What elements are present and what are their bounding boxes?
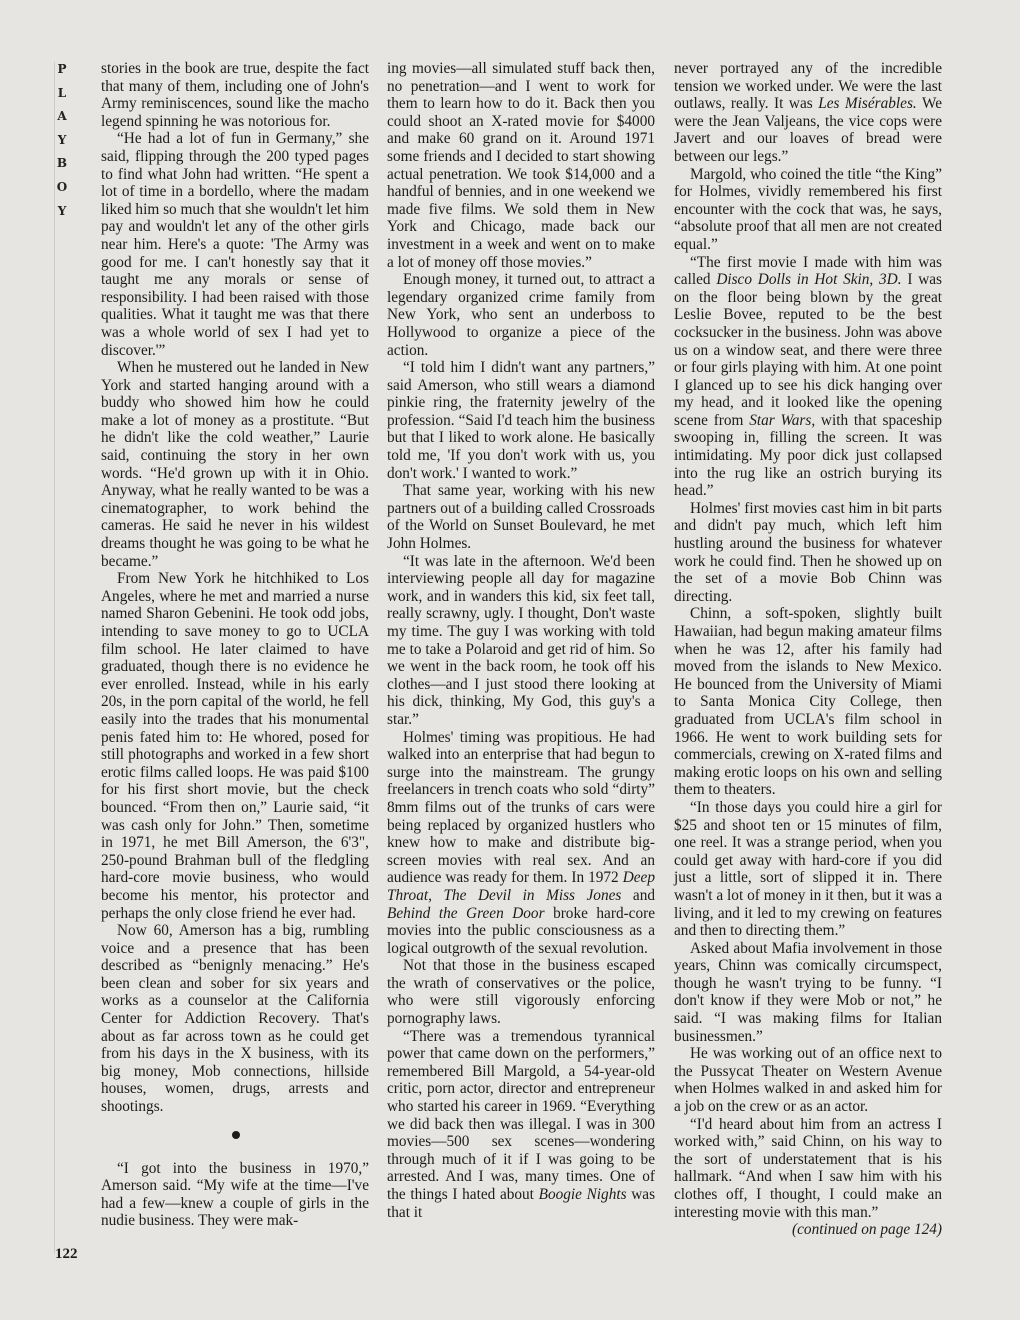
page-number: 122 [55,1246,78,1262]
paragraph: “He had a lot of fun in Germany,” she said, flipping through the 200 typed pages to find what John had written. “He spent a lot of time in a bordello, where the madam liked him so much that she wouldn't let him pay and wouldn't let any of the other girls near him. Here's a quote: 'The Army was good for me. I can't honestly say that it taught me any morals or sense of responsibility. I had been raised with those qualities. What it taught me was that there was a whole world of sex I had yet to discover.'” [101,130,369,359]
paragraph: Now 60, Amerson has a big, rumbling voice and a presence that has been described as “benignly menacing.” He's been clean and sober for six years and works as a counselor at the California Center for Addiction Recovery. That's about as far across town as he could get from his days in the X business, with its big money, Mob connections, hillside houses, women, drugs, arrests and shootings. [101,922,369,1116]
film-title: Star Wars, [749,411,816,429]
paragraph: From New York he hitchhiked to Los Angeles, where he met and married a nurse named Sharon Gebenini. He took odd jobs, intending to save money to go to UCLA film school. He later claimed to have graduated, though there is no evidence he ever enrolled. Instead, while in his early 20s, in the porn capital of the world, he fell easily into the trades that his monumental penis fated him to: He whored, posed for still photographs and worked in a few short erotic films called loops. He was paid $100 for his first short movie, but the check bounced. “From then on,” Laurie said, “it was cash only for John.” Then, sometime in 1971, he met Bill Amerson, the 6'3", 250-pound Brahman bull of the fledgling hard-core movie business, who would become his mentor, his protector and perhaps the only close friend he ever had. [101,570,369,922]
paragraph [387,729,655,958]
running-head [51,58,73,223]
paragraph: Not that those in the business escaped the wrath of conservatives or the police, who were still vigorously enforcing pornography laws. [387,957,655,1028]
text-run: “There was a tremendous tyrannical power that came down on the performers,” remembered Bill Margold, a 54-year-old critic, porn actor, director and entrepreneur who started his career in 1969. “Everything we did back then was illegal. I was in 300 movies—500 sex scenes—wondering through much of it if I was going to be arrested. And I was, many times. One of the things I hated about [387,1027,655,1203]
film-title: Disco Dolls in Hot Skin, 3D. [716,271,902,289]
running-head-letter: Y [57,203,67,218]
paragraph: When he mustered out he landed in New York and started hanging around with a buddy who showed him how he could make a lot of money as a prostitute. “But he didn't like the cold weather,” Laurie said, continuing the story in her own words. “He'd grown up with it in Ohio. Anyway, what he really wanted to be was a cinematographer, to work behind the cameras. He said he never in his wildest dreams thought he was going to be what he became.” [101,359,369,570]
film-title: Deep Throat, [387,869,655,904]
paragraph: “It was late in the afternoon. We'd been interviewing people all day for magazine work, and in wanders this kid, six feet tall, really scrawny, ugly. I thought, Don't waste my time. The guy I was working with told me to take a Polaroid and get rid of him. So we went in the back room, he took off his clothes—and I just stood there looking at his dick, thinking, My God, this guy's a star.” [387,552,655,728]
paragraph [674,60,942,166]
text-run: We were the Jean Valjeans, the vice cops were Javert and our loaves of bread were between our legs.” [674,95,942,165]
paragraph: “In those days you could hire a girl for $25 and shoot ten or 15 minutes of film, one reel. It was a strange period, when you could get away with hard-core if you did just a little, sort of slipped it in. There wasn't a lot of money in it then, but it was a living, and it led to my crewing on features and then to directing them.” [674,798,942,940]
section-break [101,1116,369,1160]
paragraph: Holmes' first movies cast him in bit parts and didn't pay much, which left him hustling around the business for whatever work he could find. Then he showed up on the set of a movie Bob Chinn was directing. [674,499,942,605]
running-head-letter: Y [57,132,67,147]
film-title: The Devil in Miss Jones [443,886,622,904]
paragraph [387,1028,655,1222]
film-title: Behind the Green Door [387,904,545,922]
running-head-letter: A [57,109,67,124]
text-run: “The first movie I made with him was called [674,253,942,289]
paragraph: Chinn, a soft-spoken, slightly built Hawaiian, had begun making amateur films when he was 12, after his family had moved from the islands to New Mexico. He bounced from the University of Miami to Santa Monica City College, then graduated from UCLA's film school in 1966. He went to work building sets for commercials, crewing on X-rated films and making erotic loops on his own and selling them to theaters. [674,605,942,799]
paragraph: ing movies—all simulated stuff back then, no penetration—and I went to work for them to learn how to do it. Back then you could shoot an X-rated movie for $4000 and make 60 grand on it. Around 1971 some friends and I decided to start showing actual penetration. We took $14,000 and a handful of bennies, and in one weekend we made five films. We sold them in New York and Chicago, made back our investment in a week and went on to make a lot of money off those movies.” [387,60,655,271]
running-head-letter: B [56,156,68,171]
column-1 [101,60,369,1230]
running-head-letter: P [57,62,67,76]
book-title: Les Misérables. [818,95,917,113]
running-head-letter: L [57,85,67,100]
paragraph: Enough money, it turned out, to attract a legendary organized crime family from New York, who sent an underboss to Hollywood to organize a piece of the action. [387,271,655,359]
text-run: with that spaceship swooping in, filling the screen. It was intimidating. My poor dick just collapsed into the rug like an ostrich burying its head.” [674,411,943,500]
paragraph: stories in the book are true, despite the fact that many of them, including one of John's Army reminiscences, sound like the macho legend spinning he was notorious for. [101,60,369,130]
text-run: was that it [387,1186,656,1221]
margin-rule [54,62,55,1254]
paragraph: “I got into the business in 1970,” Amerson said. “My wife at the time—I've had a few—knew a couple of girls in the nudie business. They were mak- [101,1159,369,1230]
paragraph: He was working out of an office next to the Pussycat Theater on Western Avenue when Holmes walked in and asked him for a job on the crew or as an actor. [674,1045,942,1116]
continued-note: (continued on page 124) [792,1221,942,1239]
text-run: never portrayed any of the incredible tension we worked under. We were the last outlaws, really. It was [674,60,942,113]
bullet-dot-icon [232,1131,240,1139]
text-run: and [632,886,655,904]
text-run: I was on the floor being blown by the great Leslie Bovee, reputed to be the best cocksucker in the business. John was above us on a window seat, and there were three or four girls playing with him. At one point I glanced up to see his dick hanging over my head, and it looked like the opening scene from [674,271,943,429]
paragraph: Asked about Mafia involvement in those years, Chinn was comically circumspect, though he wasn't trying to be funny. “I don't know if they were Mob or not,” he said. “I was making films for Italian businessmen.” [674,939,942,1045]
running-head-letter: O [56,179,68,194]
paragraph: Margold, who coined the title “the King” for Holmes, vividly remembered his first encounter with the cock that was, he says, “absolute proof that all men are not created equal.” [674,165,942,253]
column-2 [387,60,655,1221]
column-3 [674,60,942,1239]
paragraph: “I'd heard about him from an actress I worked with,” said Chinn, on his way to the sort of understatement that is his hallmark. “And when I saw him with his clothes off, I thought, I could make an interesting movie with this man.” [674,1115,942,1221]
film-title: Boogie Nights [538,1186,627,1203]
text-run: broke hard-core movies into the public consciousness as a logical outgrowth of the sexual revolution. [387,904,656,957]
paragraph: That same year, working with his new partners out of a building called Crossroads of the World on Sunset Boulevard, he met John Holmes. [387,482,655,553]
paragraph: “I told him I didn't want any partners,” said Amerson, who still wears a diamond pinkie ring, the fraternity jewelry of the profession. “Said I'd teach him the business but that I liked to work alone. He basically told me, 'If you don't work with us, you don't work.' I wanted to work.” [387,359,655,482]
paragraph [674,254,942,500]
text-run: Holmes' timing was propitious. He had walked into an enterprise that had begun to surge into the mainstream. The grungy freelancers in trench coats who sold “dirty” 8mm films out of the trunks of cars were being replaced by organized hustlers who knew how to make and distribute big-screen movies with real sex. And an audience was ready for them. In 1972 [387,728,655,887]
